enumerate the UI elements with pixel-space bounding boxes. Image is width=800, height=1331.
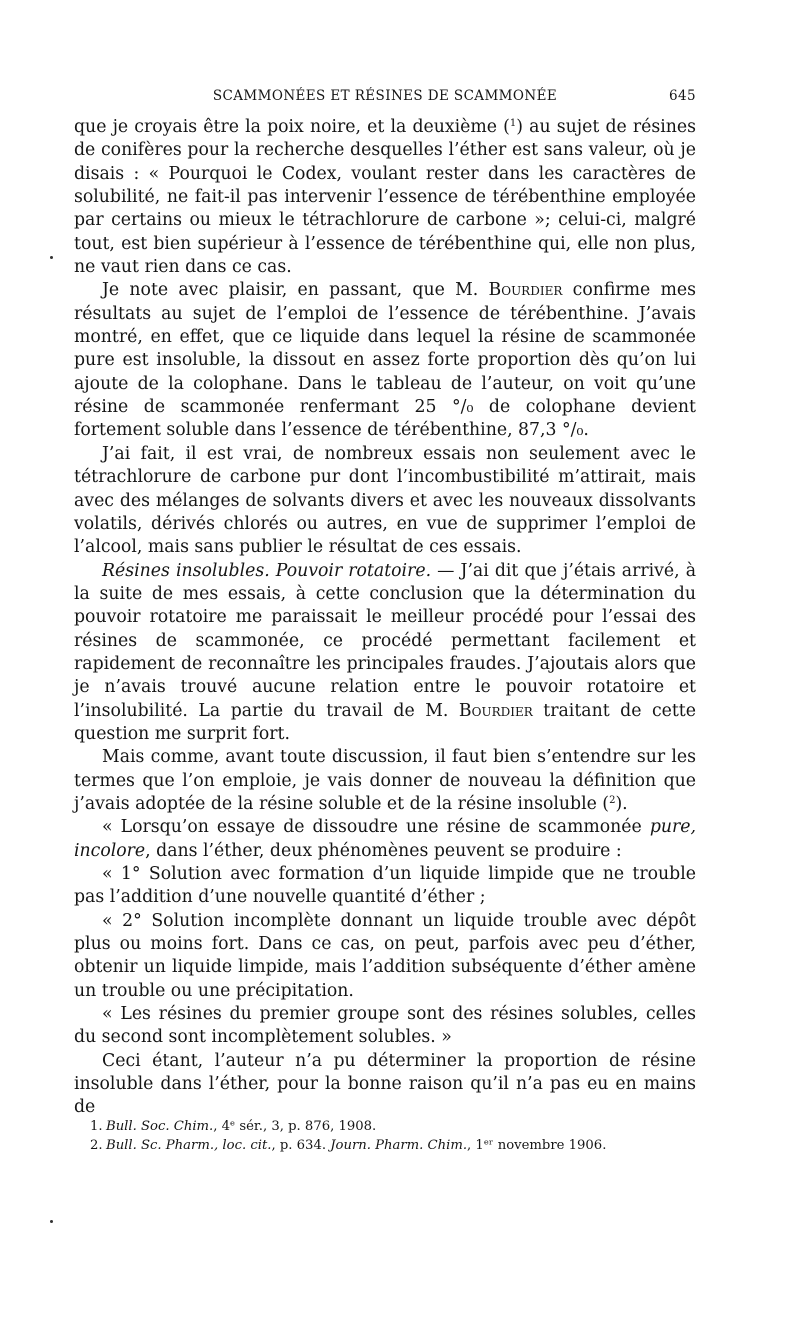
paragraph-2: Je note avec plaisir, en passant, que M. Bourdier confirme mes résultats au sujet de l’emploi de l’essence de térébenthine. J’avais montré, en effet, que ce liquide dans lequel la résine de scammonée pure est insoluble, la dissout en assez forte proportion dès qu’on lui ajoute de la colophane. Dans le tableau de l’auteur, on voit qu’une résine de scammonée renfermant 25 °/₀ de colophane devient fortement soluble dans l’essence de térébenthine, 87,3 °/₀. (74, 280, 696, 441)
footnotes (74, 1117, 696, 1155)
paragraph-8: « 2° Solution incomplète donnant un liquide trouble avec dépôt plus ou moins fort. Dans ce cas, on peut, parfois avec peu d’éther, obtenir un liquide limpide, mais l’addition subséquente d’éther amène un trouble ou une précipitation. (74, 910, 696, 1001)
footnote-ref-1: 1 (509, 118, 517, 129)
footnote-2: 2. Bull. Sc. Pharm., loc. cit., p. 634. Journ. Pharm. Chim., 1ᵉʳ novembre 1906. (90, 1138, 607, 1153)
paragraph-7: « 1° Solution avec formation d’un liquide limpide que ne trouble pas l’addition d’une nouvelle quantité d’éther ; (74, 864, 696, 908)
page-header (74, 88, 696, 116)
paragraph-6: « Lorsqu’on essaye de dissoudre une résine de scammonée pure, incolore, dans l’éther, deux phénomènes peuvent se produire : (74, 817, 696, 861)
author-name: Bourdier (488, 280, 563, 301)
body-text (74, 116, 696, 1120)
paragraph-9: « Les résines du premier groupe sont des résines solubles, celles du second sont incomplètement solubles. » (74, 1004, 696, 1048)
running-title: SCAMMONÉES ET RÉSINES DE SCAMMONÉE (212, 88, 558, 104)
document-page (74, 88, 696, 1120)
section-heading: Résines insolubles. Pouvoir rotatoire. (102, 560, 432, 581)
paragraph-1: que je croyais être la poix noire, et la deuxième ($^1$) au sujet de résines de conifères pour la recherche desquelles l’éther est sans valeur, où je disais : « Pourquoi le Codex, voulant rester dans les caractères de solubilité, ne fait-il pas intervenir l’essence de térébenthine employée par certains ou mieux le tétrachlorure de carbone »; celui-ci, malgré tout, est bien supérieur à l’essence de térébenthine qui, elle non plus, ne vaut rien dans ce cas. (74, 117, 696, 278)
paragraph-4: Résines insolubles. Pouvoir rotatoire. — J’ai dit que j’étais arrivé, à la suite de mes essais, à cette conclusion que la détermination du pouvoir rotatoire me paraissait le meilleur procédé pour l’essai des résines de scammonée, ce procédé permettant facilement et rapidement de reconnaître les principales fraudes. J’ajoutais alors que je n’avais trouvé aucune relation entre le pouvoir rotatoire et l’insolubilité. La partie du travail de M. Bourdier traitant de cette question me surprit fort. (74, 560, 696, 744)
paragraph-3: J’ai fait, il est vrai, de nombreux essais non seulement avec le tétrachlorure de carbone pur dont l’incombustibilité m’attirait, mais avec des mélanges de solvants divers et avec les nouveaux dissolvants volatils, dérivés chlorés ou autres, en vue de supprimer l’emploi de l’alcool, mais sans publier le résultat de ces essais. (74, 443, 696, 558)
scan-speck (50, 1220, 53, 1223)
footnote-ref-2: 2 (609, 794, 616, 806)
paragraph-5: Mais comme, avant toute discussion, il faut bien s’entendre sur les termes que l’on emploie, je vais donner de nouveau la définition que j’avais adoptée de la résine soluble et de la résine insoluble ($^2$). (74, 747, 696, 814)
author-name: Bourdier (458, 700, 533, 721)
scan-speck (50, 256, 53, 259)
page-number: 645 (669, 88, 696, 104)
footnote-1: 1. Bull. Soc. Chim., 4ᵉ sér., 3, p. 876, 1908. (90, 1119, 377, 1134)
paragraph-10: Ceci étant, l’auteur n’a pu déterminer la proportion de résine insoluble dans l’éther, pour la bonne raison qu’il n’a pas eu en mains de (74, 1050, 696, 1118)
